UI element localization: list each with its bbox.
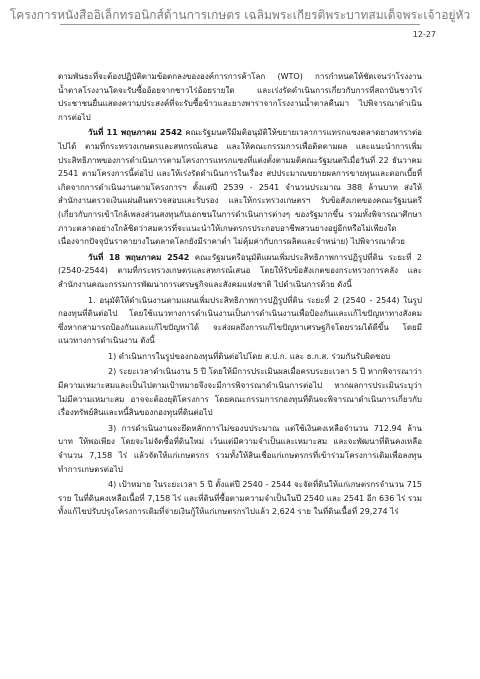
sub-item-4: 4) เป้าหมาย ในระยะเวลา 5 ปี ตั้งแต่ปี 2540 - 2544 จะจัดที่ดินให้แก่เกษตรกรจำนวน 715 ราย ในที่ดินคงเหลือเนื้อที่ 7,158 ไร่ และที่ดินที่ซื้อตามความจำเป็นในปี 2540 และ 2541 อีก 636 ไร่ รวมทั้งแก้ไขปรับปรุงโครงการเดิมที่จ่ายเงินกู้ให้แก่เกษตรกรไปแล้ว 2,624 ราย ในที่ดินเนื้อที่ 29,274 ไร่	[58, 480, 422, 517]
list-item-1: 1. อนุมัติให้ดำเนินงานตามแผนเพิ่มประสิทธิภาพการปฏิรูปที่ดิน ระยะที่ 2 (2540 - 2544) ในรูปกองทุนที่ดินต่อไป โดยใช้แนวทางการดำเนินงานเป็นการดำเนินงานเพื่อป้องกันและแก้ไขปัญหาทางสังคม ซึ่งหากสามารถป้องกันและแก้ไขปัญหาได้ จะส่งผลถึงการแก้ไขปัญหาเศรษฐกิจโดยรวมได้ดีขึ้น โดยมีแนวทางการดำเนินงาน ดังนี้	[58, 295, 422, 346]
document-body	[58, 70, 422, 519]
sub-item-1: 1) ดำเนินการในรูปของกองทุนที่ดินต่อไปโดย ส.ป.ก. และ ธ.ก.ส. ร่วมกันรับผิดชอบ	[108, 351, 391, 361]
paragraph-wto-sugar: ตามพันธะที่จะต้องปฏิบัติตามข้อตกลงขององค์การการค้าโลก (WTO) การกำหนดให้ชัดเจนว่าโรงงานน้ำตาลโรงงานใดจะรับซื้ออ้อยจากชาวไร่อ้อยรายใด และเร่งรัดดำเนินการเกี่ยวกับการที่สถาบันชาวไร่ประชาชนยื่นแสดงความประสงค์ที่จะรับซื้อข้าวและยางพาราจากโรงงานน้ำตาลคืนมา ไปพิจารณาดำเนินการต่อไป	[58, 72, 422, 122]
sub-item-3: 3) การดำเนินงานจะยึดหลักการไม่ของบประมาณ แต่ใช้เงินคงเหลือจำนวน 712.94 ล้านบาท ให้พอเพียง โดยจะไม่จัดซื้อที่ดินใหม่ เว้นแต่มีความจำเป็นและเหมาะสม และจะพัฒนาที่ดินคงเหลือจำนวน 7,158 ไร่ แล้วจัดให้แก่เกษตรกร รวมทั้งให้สินเชื่อแก่เกษตรกรที่เข้าร่วมโครงการเดิมเพื่อลงทุนทำการเกษตรต่อไป	[58, 423, 422, 474]
paragraph-rubber-intervention	[58, 126, 422, 248]
paragraph-text: คณะรัฐมนตรีมีมติอนุมัติให้ขยายเวลาการแทรกแซงตลาดยางพาราต่อไปได้ ตามที่กระทรวงเกษตรและสหกรณ์เสนอ และให้คณะกรรมการเพื่อติดตามผล และแนะนำการเพิ่มประสิทธิภาพของการดำเนินการตามโครงการแทรกแซงที่แต่งตั้งตามมติคณะรัฐมนตรีเมื่อวันที่ 22 ธันวาคม 2541 ตามโครงการนี้ต่อไป และให้เร่งรัดดำเนินการในเรื่อง สปประมาณขยายผลการขายทุนและดอกเบี้ยที่เกิดจากการดำเนินงานตามโครงการฯ ตั้งแต่ปี 2539 - 2541 จำนวนประมาณ 388 ล้านบาท ส่งให้สำนักงานตรวจเงินแผ่นดินตรวจสอบและรับรอง และให้กระทรวงเกษตรฯ รับข้อสังเกตของคณะรัฐมนตรี (เกี่ยวกับการเข้าใกล้เพลงส่วนสงทุนกับเอกชนในการดำเนินการต่างๆ ของรัฐมากขึ้น รวมทั้งพิจารณาศึกษาภาวะตลาดอย่างใกล้ชิดว่าสมควรที่จะแนะนำให้เกษตรกรประกอบอาชีพสวนยางอยู่อีกหรือไม่เพียงใด เนื่องจากปัจจุบันราคายางในตลาดโลกยังมีราคาต่ำ ไม่คุ้มค่ากับการผลิตและจำหน่าย) ไปพิจารณาด้วย	[58, 128, 422, 247]
date-11-may-1999: วันที่ 11 พฤษภาคม 2542	[88, 128, 183, 138]
date-18-may-1999: วันที่ 18 พฤษภาคม 2542	[88, 252, 190, 262]
header-divider	[60, 24, 420, 25]
sub-item-2: 2) ระยะเวลาดำเนินงาน 5 ปี โดยให้มีการประเมินผลเมื่อครบระยะเวลา 5 ปี หากพิจารณาว่ามีความเหมาะสมและเป็นไปตามเป้าหมายจึงจะมีการพิจารณาดำเนินการต่อไป หากผลการประเมินระบุว่าไม่มีความเหมาะสม อาจจะต้องยุติโครงการ โดยคณะกรรมการกองทุนที่ดินจะพิจารณาดำเนินการเกี่ยวกับเรื่องทรัพย์สินและหนี้สินของกองทุนที่ดินต่อไป	[58, 367, 422, 418]
page-number: 12-27	[412, 30, 436, 39]
paragraph-land-reform	[58, 251, 422, 292]
document-header-title: โครงการหนังสืออิเล็กทรอนิกส์ด้านการเกษตร เฉลิมพระเกียรติพระบาทสมเด็จพระเจ้าอยู่หัว	[9, 8, 471, 22]
paragraph-text: คณะรัฐมนตรีอนุมัติแผนเพิ่มประสิทธิภาพการปฏิรูปที่ดิน ระยะที่ 2 (2540-2544) ตามที่กระทรวงเกษตรและสหกรณ์เสนอ โดยให้รับข้อสังเกตของกระทรวงการคลัง และสำนักงานคณะกรรมการพัฒนาการเศรษฐกิจและสังคมแห่งชาติ ไปดำเนินการด้วย ดังนี้	[58, 252, 422, 289]
